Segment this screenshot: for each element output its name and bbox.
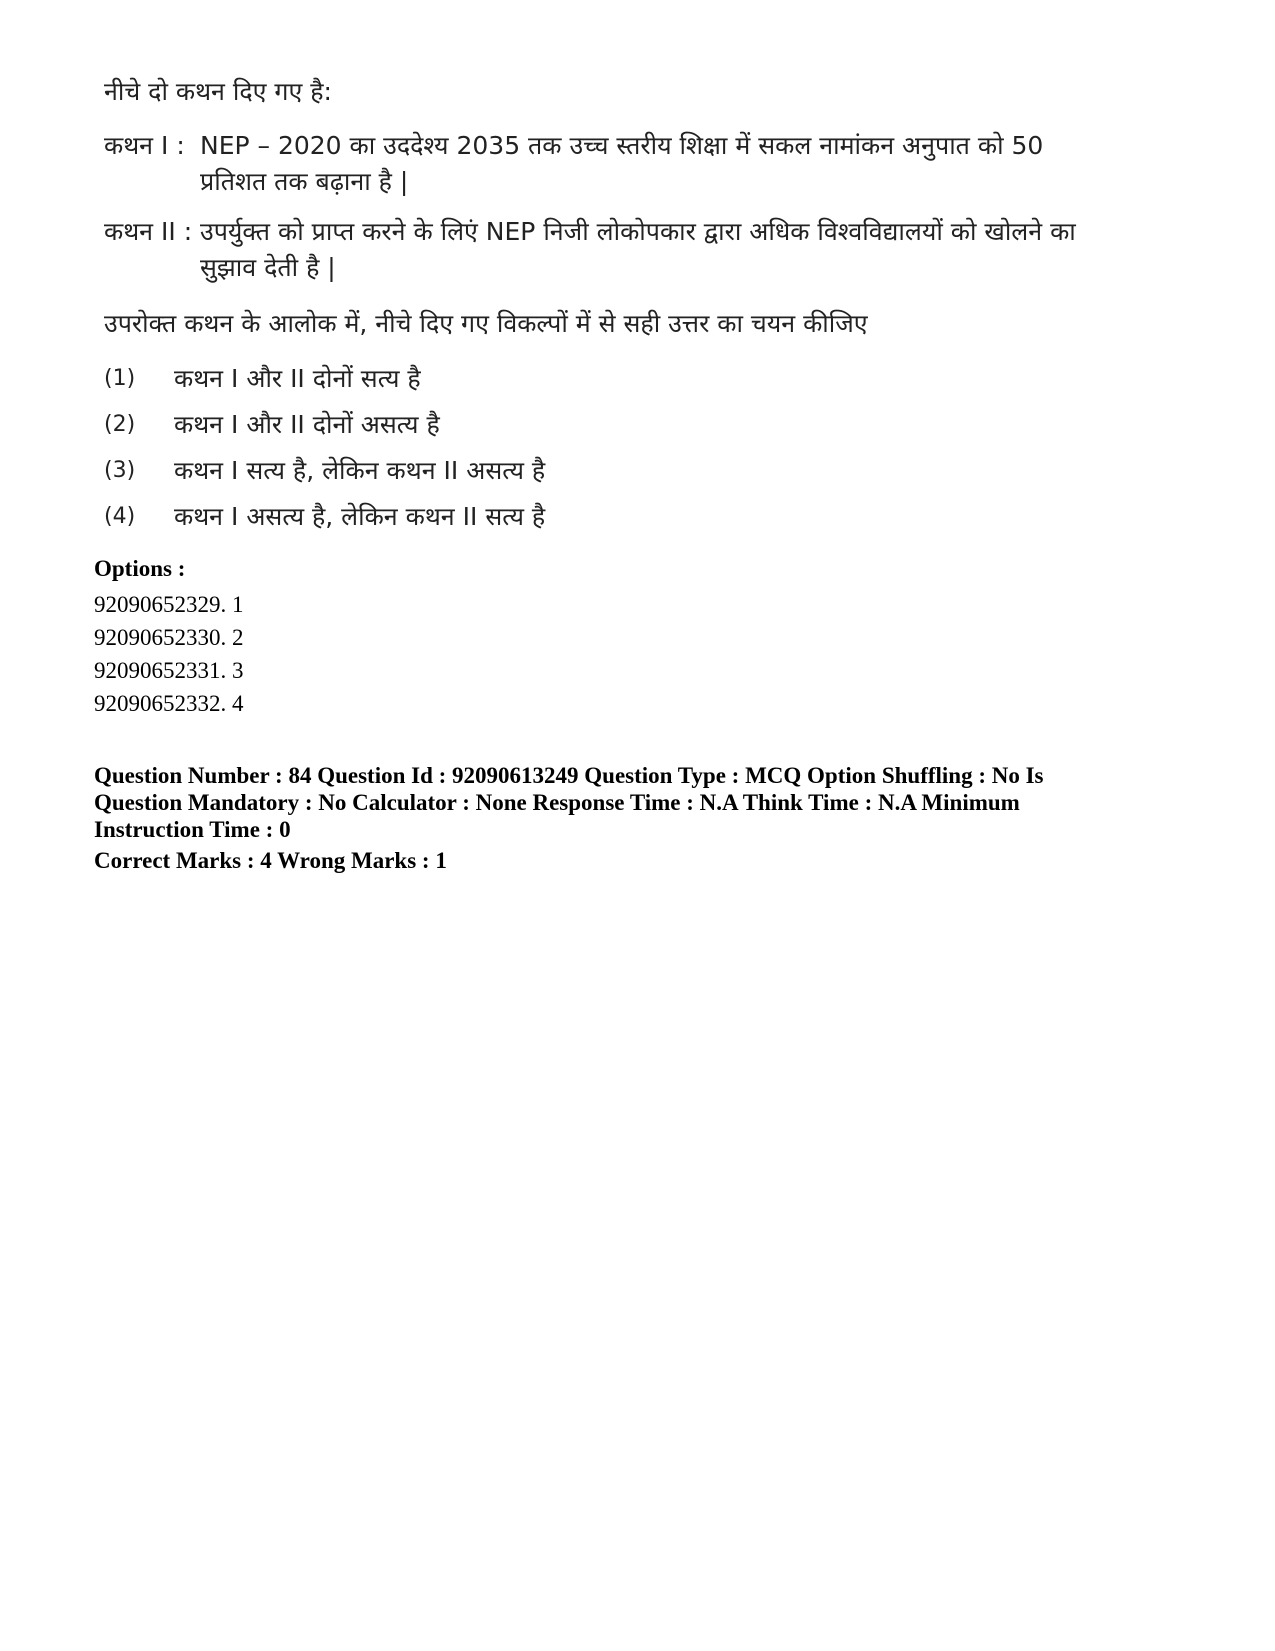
answer-choices <box>104 356 1114 540</box>
choice-1 <box>104 356 1114 402</box>
choice-3 <box>104 448 1114 494</box>
statement-2-text: उपर्युक्त को प्राप्त करने के लिएं NEP निजी लोकोपकार द्वारा अधिक विश्वविद्यालयों को खोलने का सुझाव देती है | <box>200 217 1076 282</box>
choice-2 <box>104 402 1114 448</box>
choice-2-number: (2) <box>104 412 136 437</box>
options-list <box>94 588 1094 720</box>
option-item: 92090652332. 4 <box>94 691 244 716</box>
options-heading: Options : <box>94 556 186 581</box>
question-image-block <box>104 70 1114 540</box>
choice-1-number: (1) <box>104 366 136 391</box>
question-instruction: उपरोक्त कथन के आलोक में, नीचे दिए गए विकल्पों में से सही उत्तर का चयन कीजिए <box>104 309 868 338</box>
choice-4-text: कथन I असत्य है, लेकिन कथन II सत्य है <box>174 502 546 531</box>
option-item: 92090652329. 1 <box>94 592 244 617</box>
choice-2-text: कथन I और II दोनों असत्य है <box>174 410 440 439</box>
choice-3-number: (3) <box>104 458 136 483</box>
option-item: 92090652330. 2 <box>94 625 244 650</box>
choice-4 <box>104 494 1114 540</box>
statement-2-label: कथन II : <box>104 217 193 246</box>
statement-1 <box>104 128 1114 200</box>
statement-1-label: कथन I : <box>104 131 185 160</box>
choice-1-text: कथन I और II दोनों सत्य है <box>174 364 421 393</box>
option-item: 92090652331. 3 <box>94 658 244 683</box>
choice-3-text: कथन I सत्य है, लेकिन कथन II असत्य है <box>174 456 546 485</box>
question-metadata: Question Number : 84 Question Id : 92090613249 Question Type : MCQ Option Shuffling : No Is Question Mandatory : No Calculator : None Response Time : N.A Think Time : N.A Minimum Instruction Time : 0 <box>94 763 1044 842</box>
marks-info: Correct Marks : 4 Wrong Marks : 1 <box>94 848 447 873</box>
question-intro: नीचे दो कथन दिए गए है: <box>104 77 332 106</box>
choice-4-number: (4) <box>104 504 136 529</box>
statement-1-text: NEP – 2020 का उददेश्य 2035 तक उच्च स्तरीय शिक्षा में सकल नामांकन अनुपात को 50 प्रतिशत तक बढ़ाना है | <box>200 131 1044 196</box>
statement-2 <box>104 214 1114 286</box>
